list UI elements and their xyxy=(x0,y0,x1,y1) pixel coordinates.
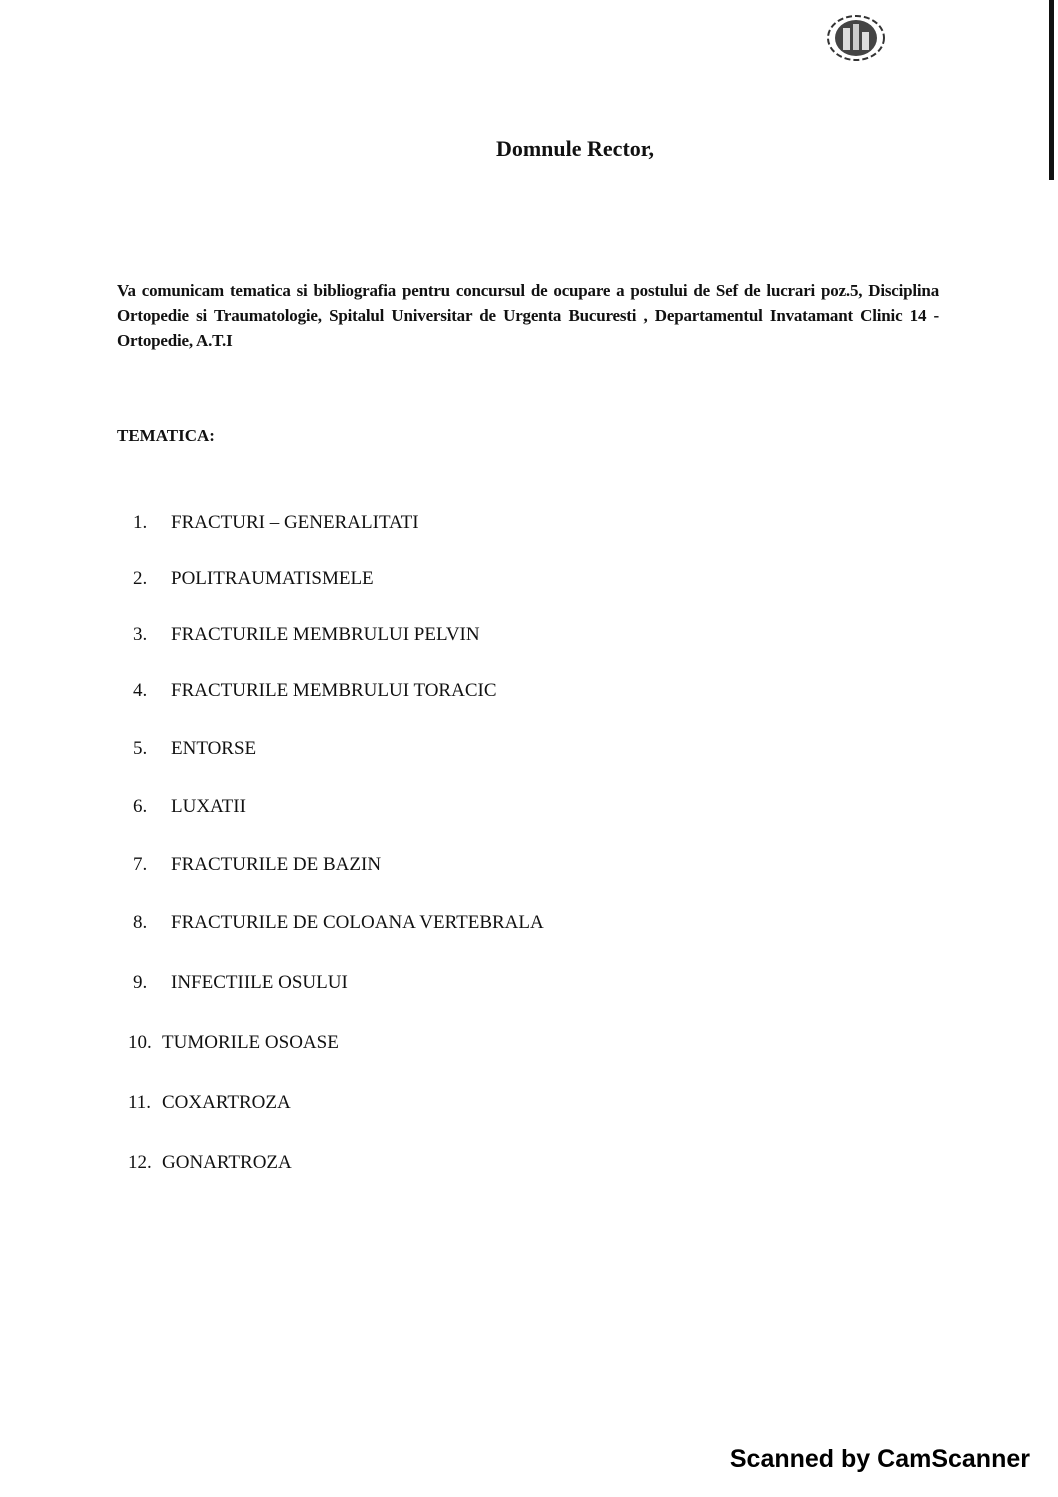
item-text: FRACTURILE MEMBRULUI TORACIC xyxy=(171,680,497,701)
item-text: FRACTURILE DE COLOANA VERTEBRALA xyxy=(171,912,544,933)
item-number: 4. xyxy=(133,680,148,701)
item-number: 12. xyxy=(128,1152,152,1173)
item-text: POLITRAUMATISMELE xyxy=(171,568,374,589)
item-text: INFECTIILE OSULUI xyxy=(171,972,348,993)
list-item xyxy=(133,680,497,702)
list-item xyxy=(133,512,419,534)
list-item xyxy=(133,624,480,646)
item-number: 3. xyxy=(133,624,148,645)
item-text: COXARTROZA xyxy=(162,1092,291,1113)
item-text: TUMORILE OSOASE xyxy=(162,1032,339,1053)
page-title: Domnule Rector, xyxy=(495,136,655,161)
item-text: FRACTURI – GENERALITATI xyxy=(171,512,419,533)
item-number: 2. xyxy=(133,568,148,589)
item-number: 1. xyxy=(133,512,148,533)
university-seal-icon xyxy=(826,14,886,62)
item-number: 8. xyxy=(133,912,148,933)
list-item xyxy=(128,1032,339,1054)
item-number: 5. xyxy=(133,738,148,759)
section-heading: TEMATICA: xyxy=(117,426,215,445)
list-item xyxy=(133,912,544,934)
list-item xyxy=(133,738,256,760)
scanner-watermark: Scanned by CamScanner xyxy=(729,1445,1030,1473)
item-text: ENTORSE xyxy=(171,738,257,759)
item-number: 11. xyxy=(128,1092,152,1113)
list-item xyxy=(133,568,374,590)
list-item xyxy=(133,854,381,876)
intro-paragraph: Va comunicam tematica si bibliografia pentru concursul de ocupare a postului de Sef de lucrari poz.5, Disciplina Ortopedie si Traumatologie, Spitalul Universitar de Urgenta Bucuresti , Departamentul Invatamant Clinic 14 - Ortopedie, A.T.I xyxy=(117,281,939,350)
list-item xyxy=(133,796,246,818)
item-text: FRACTURILE MEMBRULUI PELVIN xyxy=(171,624,480,645)
list-item xyxy=(128,1092,291,1114)
list-item xyxy=(128,1152,292,1174)
item-number: 7. xyxy=(133,854,148,875)
item-number: 6. xyxy=(133,796,148,817)
item-text: LUXATII xyxy=(171,796,246,817)
item-number: 9. xyxy=(133,972,148,993)
item-number: 10. xyxy=(128,1032,152,1053)
item-text: FRACTURILE DE BAZIN xyxy=(171,854,382,875)
list-item xyxy=(133,972,348,994)
item-text: GONARTROZA xyxy=(162,1152,292,1173)
